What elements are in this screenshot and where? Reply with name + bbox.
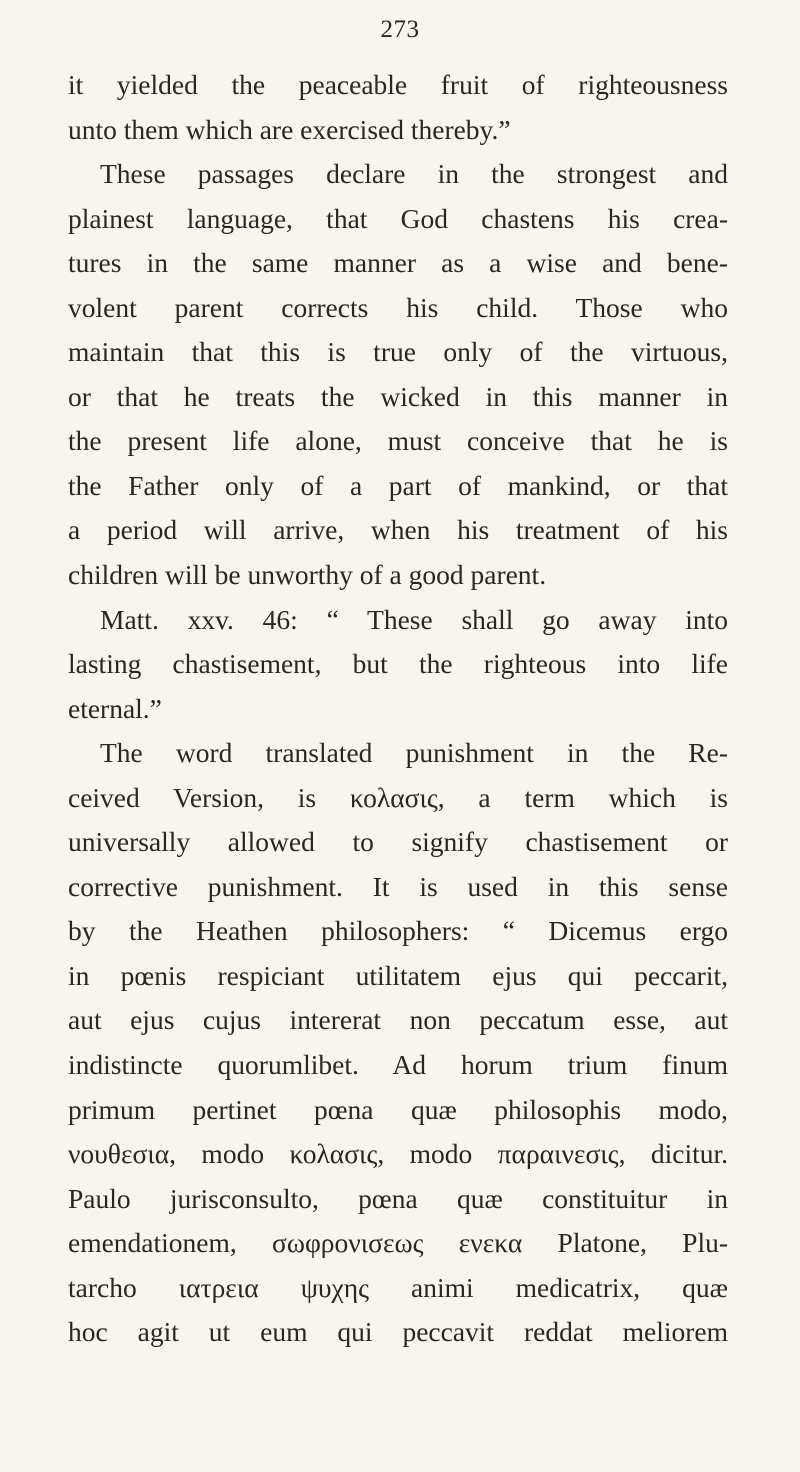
text-line: eternal.”: [68, 692, 162, 724]
text-line: maintain that this is true only of the virtuous,: [68, 336, 728, 368]
text-line: ceived Version, is κολασις, a term which is: [68, 781, 728, 813]
text-line: tures in the same manner as a wise and bene-: [68, 247, 728, 279]
text-line: lasting chastisement, but the righteous into life: [68, 648, 728, 680]
text-line: emendationem, σωφρονισεως ενεκα Platone, Plu-: [68, 1227, 728, 1259]
text-line: primum pertinet pœna quæ philosophis modo,: [68, 1093, 728, 1125]
text-line: indistincte quorumlibet. Ad horum trium finum: [68, 1049, 728, 1081]
text-line: the present life alone, must conceive that he is: [68, 425, 728, 457]
text-line: The word translated punishment in the Re-: [100, 737, 728, 769]
text-line: tarcho ιατρεια ψυχης animi medicatrix, quæ: [68, 1271, 728, 1303]
text-line: the Father only of a part of mankind, or that: [68, 469, 728, 501]
text-line: a period will arrive, when his treatment of his: [68, 514, 728, 546]
text-line: volent parent corrects his child. Those who: [68, 291, 728, 323]
text-line: νουθεσια, modo κολασις, modo παραινεσις, dicitur.: [68, 1138, 728, 1170]
text-line: universally allowed to signify chastisement or: [68, 826, 728, 858]
text-line: These passages declare in the strongest and: [100, 158, 728, 190]
text-line: hoc agit ut eum qui peccavit reddat meliorem: [68, 1316, 728, 1348]
text-line: unto them which are exercised thereby.”: [68, 113, 511, 145]
text-line: corrective punishment. It is used in this sense: [68, 870, 728, 902]
text-line: plainest language, that God chastens his crea-: [68, 202, 728, 234]
page-number: 273: [380, 16, 420, 43]
text-line: in pœnis respiciant utilitatem ejus qui peccarit,: [68, 959, 728, 991]
body-text: [68, 63, 728, 1355]
text-line: Matt. xxv. 46: “ These shall go away into: [100, 603, 728, 635]
text-line: aut ejus cujus intererat non peccatum esse, aut: [68, 1004, 728, 1036]
text-line: Paulo jurisconsulto, pœna quæ constituitur in: [68, 1182, 728, 1214]
text-line: or that he treats the wicked in this manner in: [68, 380, 728, 412]
text-line: it yielded the peaceable fruit of righteousness: [68, 69, 728, 100]
text-line: by the Heathen philosophers: “ Dicemus ergo: [68, 915, 728, 947]
text-line: children will be unworthy of a good parent.: [68, 559, 547, 591]
